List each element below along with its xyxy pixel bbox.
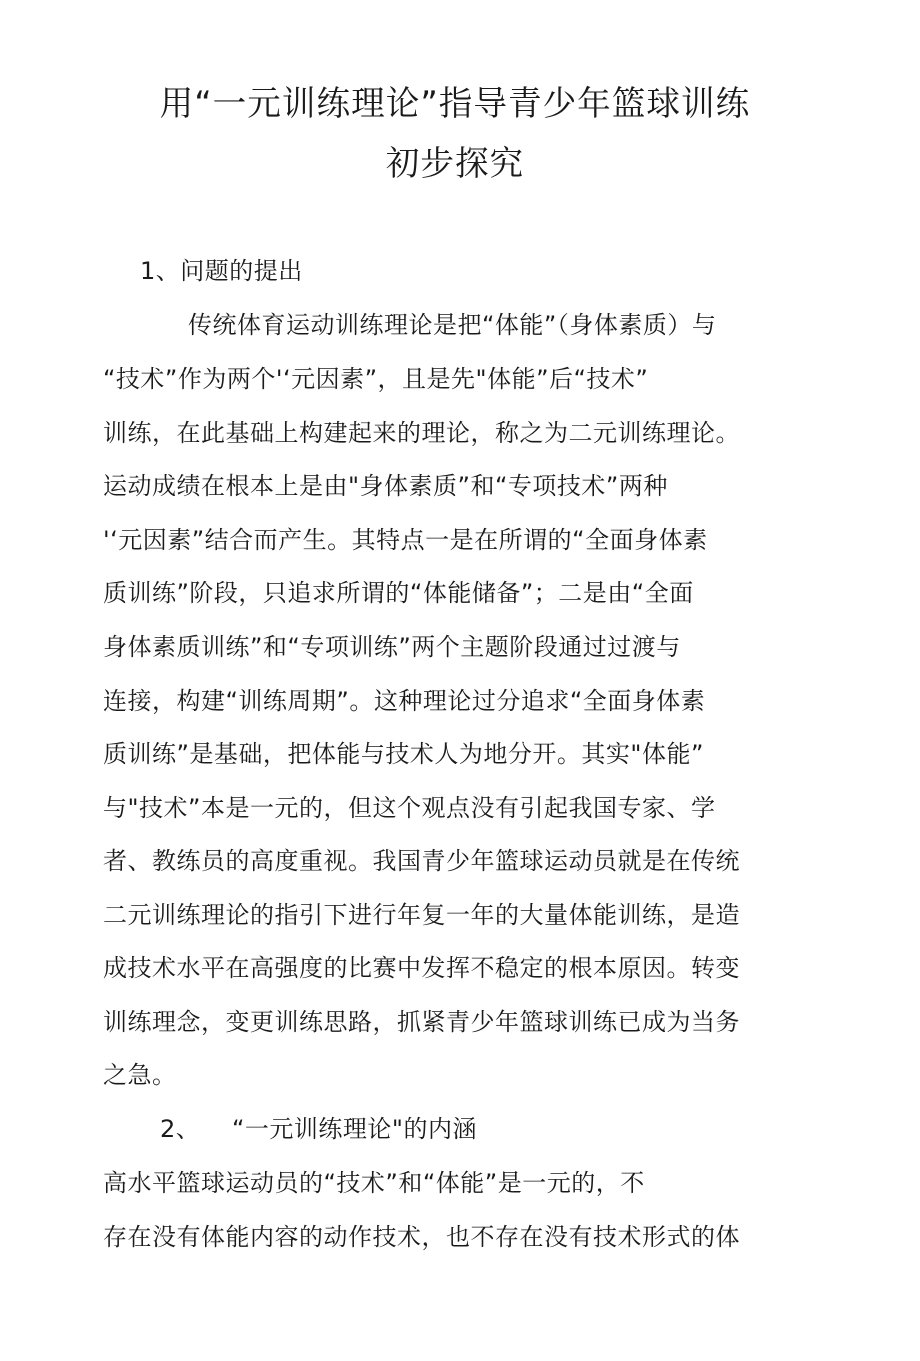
paragraph-line: 传统体育运动训练理论是把“体能”（身体素质）与 [188,311,717,339]
paragraph-line: 质训练”阶段，只追求所谓的“体能储备”；二是由“全面 [103,579,694,607]
paragraph-line: 运动成绩在根本上是由"身体素质”和“专项技术”两种 [103,472,668,500]
paragraph-line: '‘元因素”结合而产生。其特点一是在所谓的“全面身体素 [103,526,708,554]
section-2-title: “一元训练理论"的内涵 [232,1115,477,1143]
paragraph-line: 二元训练理论的指引下进行年复一年的大量体能训练，是造 [103,901,740,929]
paragraph-line: 与"技术”本是一元的，但这个观点没有引起我国专家、学 [103,794,716,822]
section-2-number: 2、 [160,1115,201,1143]
section-1-heading: 1、问题的提出 [140,257,303,285]
paragraph-line: 者、教练员的高度重视。我国青少年篮球运动员就是在传统 [103,847,740,875]
paragraph-line: “技术”作为两个'‘元因素”，且是先"体能”后“技术” [103,365,649,393]
document-title-line-1: 用“一元训练理论”指导青少年篮球训练 [159,84,751,124]
document-title-line-2: 初步探究 [385,144,525,184]
paragraph-line: 之急。 [103,1061,177,1089]
paragraph-line: 身体素质训练”和“专项训练”两个主题阶段通过过渡与 [103,633,681,661]
paragraph-line: 成技术水平在高强度的比赛中发挥不稳定的根本原因。转变 [103,954,740,982]
paragraph-line: 存在没有体能内容的动作技术，也不存在没有技术形式的体 [103,1223,740,1251]
paragraph-line: 高水平篮球运动员的“技术”和“体能”是一元的，不 [103,1169,645,1197]
paragraph-line: 连接，构建“训练周期”。这种理论过分追求“全面身体素 [103,687,706,715]
paragraph-line: 训练理念，变更训练思路，抓紧青少年篮球训练已成为当务 [103,1008,740,1036]
paragraph-line: 训练，在此基础上构建起来的理论，称之为二元训练理论。 [103,419,740,447]
paragraph-line: 质训练”是基础，把体能与技术人为地分开。其实"体能” [103,740,704,768]
